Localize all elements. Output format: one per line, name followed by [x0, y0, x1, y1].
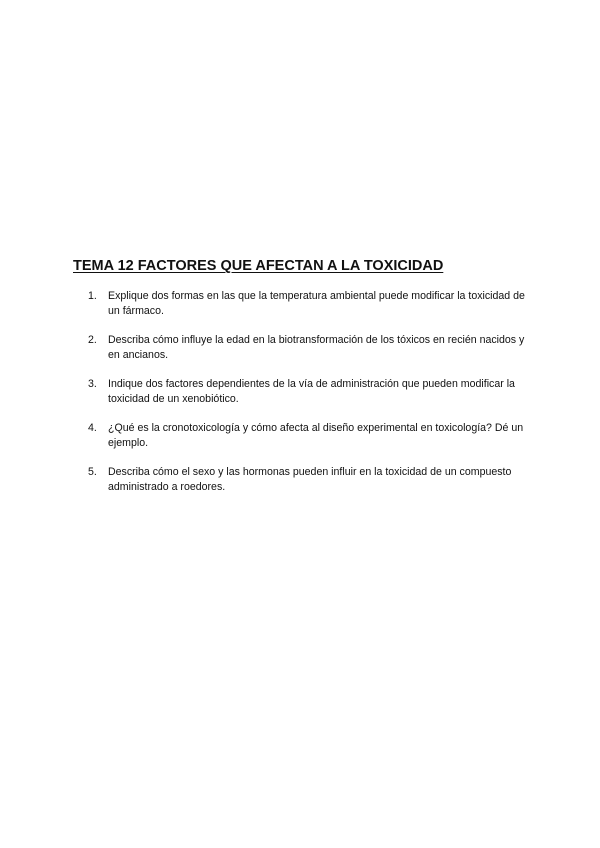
question-number: 2. — [88, 334, 97, 346]
question-item — [88, 465, 528, 494]
question-item — [88, 333, 528, 362]
question-text: Explique dos formas en las que la temperatura ambiental puede modificar la toxicidad de un fármaco. — [108, 290, 525, 317]
question-number: 3. — [88, 378, 97, 390]
question-number: 5. — [88, 466, 97, 478]
question-text: ¿Qué es la cronotoxicología y cómo afecta al diseño experimental en toxicología? Dé un ejemplo. — [108, 422, 524, 449]
document-title: TEMA 12 FACTORES QUE AFECTAN A LA TOXICIDAD — [73, 258, 444, 274]
question-item — [88, 289, 528, 318]
question-text: Describa cómo influye la edad en la biotransformación de los tóxicos en recién nacidos y en ancianos. — [108, 334, 525, 361]
question-number: 1. — [88, 290, 97, 302]
question-text: Describa cómo el sexo y las hormonas pueden influir en la toxicidad de un compuesto administrado a roedores. — [108, 466, 512, 493]
question-list — [88, 289, 528, 509]
question-number: 4. — [88, 422, 97, 434]
question-item — [88, 421, 528, 450]
question-item — [88, 377, 528, 406]
question-text: Indique dos factores dependientes de la vía de administración que pueden modificar la toxicidad de un xenobiótico. — [108, 378, 515, 405]
